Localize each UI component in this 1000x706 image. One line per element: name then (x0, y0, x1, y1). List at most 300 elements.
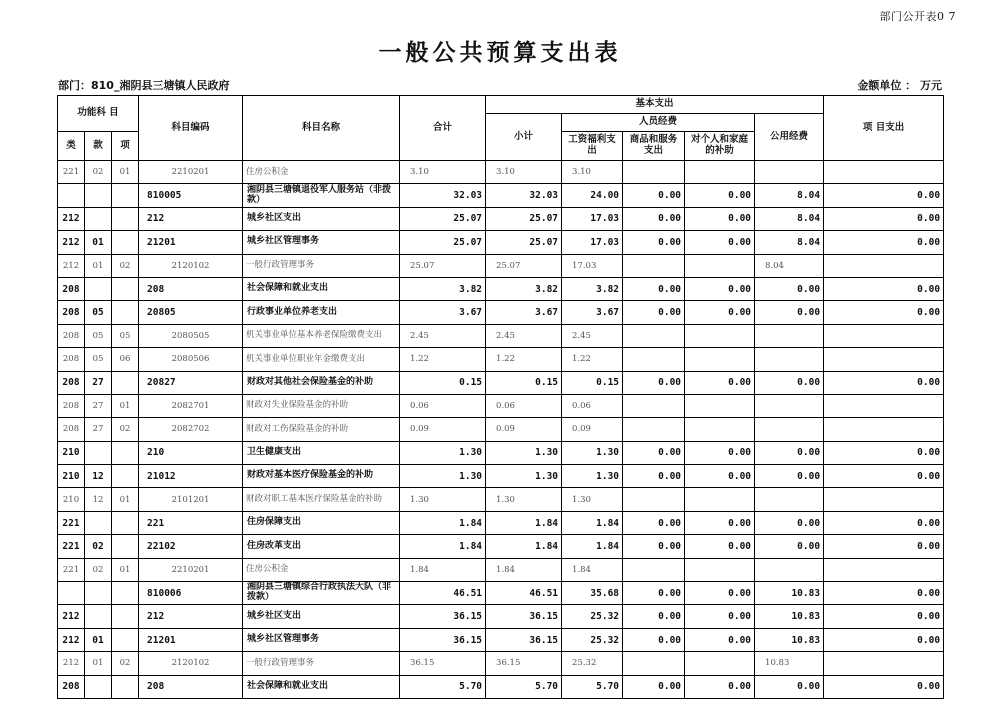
cell-code: 2080506 (139, 348, 243, 371)
cell-salary: 24.00 (562, 184, 623, 207)
cell-goods: 0.00 (623, 628, 685, 651)
cell-project (824, 418, 944, 441)
cell-kuan (85, 605, 112, 628)
cell-subtotal: 3.82 (486, 277, 562, 300)
cell-goods (623, 254, 685, 277)
cell-name: 社会保障和就业支出 (243, 675, 400, 698)
form-number: 部门公开表0 7 (879, 10, 956, 23)
cell-lei: 208 (58, 324, 85, 347)
cell-subtotal: 5.70 (486, 675, 562, 698)
cell-subsidy: 0.00 (685, 277, 755, 300)
cell-name: 财政对工伤保险基金的补助 (243, 418, 400, 441)
header-salary: 工资福利支出 (562, 132, 623, 161)
cell-total: 3.67 (400, 301, 486, 324)
cell-subsidy: 0.00 (685, 371, 755, 394)
cell-name: 社会保障和就业支出 (243, 277, 400, 300)
cell-goods: 0.00 (623, 441, 685, 464)
cell-goods: 0.00 (623, 582, 685, 605)
cell-total: 3.82 (400, 277, 486, 300)
table-row (58, 441, 944, 464)
cell-salary: 17.03 (562, 231, 623, 254)
cell-lei: 208 (58, 418, 85, 441)
cell-kuan (85, 184, 112, 207)
cell-lei: 210 (58, 441, 85, 464)
cell-code: 212 (139, 207, 243, 230)
header-total: 合计 (400, 96, 486, 161)
cell-name: 城乡社区管理事务 (243, 231, 400, 254)
cell-lei: 208 (58, 394, 85, 417)
cell-total: 2.45 (400, 324, 486, 347)
cell-total: 25.07 (400, 207, 486, 230)
table-header (58, 96, 944, 161)
cell-project (824, 558, 944, 581)
table-row (58, 511, 944, 534)
cell-name: 财政对失业保险基金的补助 (243, 394, 400, 417)
cell-salary: 25.32 (562, 605, 623, 628)
cell-salary: 1.84 (562, 558, 623, 581)
cell-public (755, 418, 824, 441)
cell-xiang (112, 535, 139, 558)
cell-name: 财政对职工基本医疗保险基金的补助 (243, 488, 400, 511)
cell-code: 22102 (139, 535, 243, 558)
cell-total: 3.10 (400, 161, 486, 184)
cell-subsidy (685, 161, 755, 184)
cell-lei: 208 (58, 277, 85, 300)
cell-name: 住房公积金 (243, 558, 400, 581)
table-row (58, 652, 944, 675)
cell-salary: 3.10 (562, 161, 623, 184)
cell-code: 2082702 (139, 418, 243, 441)
cell-lei: 208 (58, 348, 85, 371)
cell-subsidy (685, 652, 755, 675)
table-row (58, 394, 944, 417)
budget-table (57, 95, 944, 699)
cell-salary: 0.15 (562, 371, 623, 394)
cell-project: 0.00 (824, 628, 944, 651)
cell-name: 一般行政管理事务 (243, 652, 400, 675)
table-row (58, 207, 944, 230)
cell-subtotal: 32.03 (486, 184, 562, 207)
cell-kuan: 02 (85, 161, 112, 184)
cell-subtotal: 25.07 (486, 207, 562, 230)
cell-kuan (85, 511, 112, 534)
cell-salary: 25.32 (562, 652, 623, 675)
cell-lei: 212 (58, 231, 85, 254)
cell-kuan (85, 207, 112, 230)
table-row (58, 184, 944, 207)
cell-subsidy: 0.00 (685, 535, 755, 558)
cell-subtotal: 0.06 (486, 394, 562, 417)
cell-name: 行政事业单位养老支出 (243, 301, 400, 324)
cell-xiang: 01 (112, 394, 139, 417)
cell-goods: 0.00 (623, 277, 685, 300)
cell-subsidy (685, 418, 755, 441)
cell-name: 城乡社区管理事务 (243, 628, 400, 651)
cell-kuan: 27 (85, 394, 112, 417)
cell-xiang (112, 184, 139, 207)
cell-public (755, 324, 824, 347)
cell-code: 208 (139, 675, 243, 698)
cell-kuan: 01 (85, 628, 112, 651)
cell-subtotal: 3.67 (486, 301, 562, 324)
cell-subsidy: 0.00 (685, 628, 755, 651)
header-func-subject: 功能科 目 (58, 96, 139, 132)
cell-goods (623, 324, 685, 347)
cell-lei: 212 (58, 207, 85, 230)
header-kuan: 款 (85, 132, 112, 161)
cell-total: 5.70 (400, 675, 486, 698)
cell-subsidy: 0.00 (685, 207, 755, 230)
cell-subtotal: 1.30 (486, 441, 562, 464)
cell-salary: 25.32 (562, 628, 623, 651)
header-project: 项 目支出 (824, 96, 944, 161)
cell-salary: 0.06 (562, 394, 623, 417)
cell-name: 卫生健康支出 (243, 441, 400, 464)
cell-xiang (112, 511, 139, 534)
cell-lei (58, 582, 85, 605)
cell-total: 1.84 (400, 535, 486, 558)
cell-public: 8.04 (755, 184, 824, 207)
cell-project: 0.00 (824, 535, 944, 558)
cell-code: 2120102 (139, 254, 243, 277)
header-lei: 类 (58, 132, 85, 161)
cell-subsidy: 0.00 (685, 301, 755, 324)
cell-goods: 0.00 (623, 511, 685, 534)
cell-salary: 1.30 (562, 488, 623, 511)
cell-salary: 17.03 (562, 207, 623, 230)
cell-project (824, 348, 944, 371)
cell-subsidy: 0.00 (685, 441, 755, 464)
cell-public: 0.00 (755, 675, 824, 698)
cell-subtotal: 1.30 (486, 488, 562, 511)
cell-total: 0.06 (400, 394, 486, 417)
cell-goods: 0.00 (623, 184, 685, 207)
cell-goods: 0.00 (623, 371, 685, 394)
cell-subtotal: 3.10 (486, 161, 562, 184)
cell-name: 财政对其他社会保险基金的补助 (243, 371, 400, 394)
cell-code: 21201 (139, 231, 243, 254)
cell-xiang: 02 (112, 254, 139, 277)
table-row (58, 301, 944, 324)
cell-xiang (112, 675, 139, 698)
cell-project: 0.00 (824, 371, 944, 394)
cell-total: 1.22 (400, 348, 486, 371)
cell-goods: 0.00 (623, 535, 685, 558)
cell-name: 财政对基本医疗保险基金的补助 (243, 465, 400, 488)
cell-xiang (112, 465, 139, 488)
cell-subsidy (685, 488, 755, 511)
cell-subtotal: 1.84 (486, 535, 562, 558)
table-row (58, 161, 944, 184)
cell-code: 21012 (139, 465, 243, 488)
cell-xiang: 02 (112, 652, 139, 675)
table-row (58, 418, 944, 441)
cell-name: 城乡社区支出 (243, 207, 400, 230)
cell-public: 8.04 (755, 231, 824, 254)
cell-lei: 212 (58, 628, 85, 651)
cell-public: 0.00 (755, 441, 824, 464)
cell-xiang (112, 277, 139, 300)
cell-name: 湘阴县三塘镇综合行政执法大队（非拨款） (243, 582, 400, 605)
cell-subtotal: 1.22 (486, 348, 562, 371)
cell-xiang (112, 207, 139, 230)
cell-subtotal: 36.15 (486, 652, 562, 675)
cell-name: 机关事业单位职业年金缴费支出 (243, 348, 400, 371)
cell-subsidy: 0.00 (685, 582, 755, 605)
cell-lei: 212 (58, 605, 85, 628)
cell-public (755, 394, 824, 417)
cell-name: 机关事业单位基本养老保险缴费支出 (243, 324, 400, 347)
cell-xiang (112, 231, 139, 254)
cell-code: 2082701 (139, 394, 243, 417)
cell-code: 810006 (139, 582, 243, 605)
cell-goods: 0.00 (623, 301, 685, 324)
cell-public: 8.04 (755, 207, 824, 230)
cell-subsidy: 0.00 (685, 511, 755, 534)
cell-subtotal: 1.30 (486, 465, 562, 488)
cell-xiang: 05 (112, 324, 139, 347)
cell-public: 0.00 (755, 371, 824, 394)
cell-salary: 1.84 (562, 511, 623, 534)
cell-project (824, 394, 944, 417)
cell-code: 2120102 (139, 652, 243, 675)
cell-salary: 0.09 (562, 418, 623, 441)
cell-goods: 0.00 (623, 207, 685, 230)
cell-public: 10.83 (755, 652, 824, 675)
cell-project (824, 254, 944, 277)
cell-salary: 17.03 (562, 254, 623, 277)
cell-xiang: 01 (112, 161, 139, 184)
department-label: 部门：810_湘阴县三塘镇人民政府 (58, 79, 230, 92)
cell-xiang (112, 628, 139, 651)
table-row (58, 558, 944, 581)
header-subject-code: 科目编码 (139, 96, 243, 161)
table-row (58, 675, 944, 698)
header-subject-name: 科目名称 (243, 96, 400, 161)
cell-public: 8.04 (755, 254, 824, 277)
cell-public: 0.00 (755, 277, 824, 300)
cell-subsidy: 0.00 (685, 675, 755, 698)
cell-salary: 2.45 (562, 324, 623, 347)
cell-kuan: 27 (85, 371, 112, 394)
cell-goods (623, 394, 685, 417)
cell-lei: 208 (58, 675, 85, 698)
cell-total: 25.07 (400, 254, 486, 277)
cell-code: 20827 (139, 371, 243, 394)
cell-kuan: 05 (85, 348, 112, 371)
cell-name: 住房公积金 (243, 161, 400, 184)
table-row (58, 628, 944, 651)
cell-public: 0.00 (755, 465, 824, 488)
unit-label: 金额单位 ： 万元 (857, 79, 942, 92)
header-personnel: 人员经费 (562, 114, 755, 132)
table-row (58, 277, 944, 300)
cell-public: 0.00 (755, 535, 824, 558)
cell-subtotal: 25.07 (486, 254, 562, 277)
cell-xiang (112, 441, 139, 464)
header-subsidy: 对个人和家庭的补助 (685, 132, 755, 161)
cell-lei: 208 (58, 301, 85, 324)
cell-kuan (85, 441, 112, 464)
cell-goods: 0.00 (623, 465, 685, 488)
cell-goods (623, 558, 685, 581)
cell-salary: 5.70 (562, 675, 623, 698)
table-row (58, 324, 944, 347)
header-xiang: 项 (112, 132, 139, 161)
cell-project (824, 324, 944, 347)
cell-goods (623, 161, 685, 184)
cell-project: 0.00 (824, 184, 944, 207)
cell-project (824, 488, 944, 511)
cell-lei: 221 (58, 535, 85, 558)
cell-code: 221 (139, 511, 243, 534)
cell-total: 0.15 (400, 371, 486, 394)
cell-subsidy (685, 558, 755, 581)
cell-subsidy: 0.00 (685, 465, 755, 488)
cell-kuan: 05 (85, 301, 112, 324)
cell-subsidy (685, 348, 755, 371)
cell-total: 36.15 (400, 628, 486, 651)
cell-project: 0.00 (824, 582, 944, 605)
cell-kuan (85, 277, 112, 300)
cell-goods: 0.00 (623, 231, 685, 254)
cell-subsidy (685, 394, 755, 417)
cell-project: 0.00 (824, 675, 944, 698)
cell-public: 0.00 (755, 301, 824, 324)
cell-public (755, 558, 824, 581)
cell-subsidy (685, 324, 755, 347)
cell-total: 1.30 (400, 441, 486, 464)
table-row (58, 254, 944, 277)
cell-salary: 1.30 (562, 441, 623, 464)
table-row (58, 582, 944, 605)
cell-code: 20805 (139, 301, 243, 324)
cell-kuan: 02 (85, 535, 112, 558)
cell-kuan: 05 (85, 324, 112, 347)
cell-name: 城乡社区支出 (243, 605, 400, 628)
cell-subtotal: 2.45 (486, 324, 562, 347)
table-row (58, 488, 944, 511)
cell-project: 0.00 (824, 301, 944, 324)
cell-subtotal: 46.51 (486, 582, 562, 605)
cell-public (755, 161, 824, 184)
header-basic: 基本支出 (486, 96, 824, 114)
cell-kuan: 27 (85, 418, 112, 441)
cell-subtotal: 36.15 (486, 605, 562, 628)
cell-kuan: 12 (85, 488, 112, 511)
cell-total: 32.03 (400, 184, 486, 207)
cell-total: 1.84 (400, 511, 486, 534)
cell-project: 0.00 (824, 465, 944, 488)
cell-kuan (85, 582, 112, 605)
table-row (58, 465, 944, 488)
table-row (58, 231, 944, 254)
cell-public: 10.83 (755, 582, 824, 605)
cell-total: 1.30 (400, 465, 486, 488)
cell-lei: 210 (58, 488, 85, 511)
cell-code: 2210201 (139, 558, 243, 581)
cell-project: 0.00 (824, 511, 944, 534)
cell-public: 10.83 (755, 605, 824, 628)
cell-lei: 210 (58, 465, 85, 488)
cell-goods (623, 652, 685, 675)
cell-total: 1.30 (400, 488, 486, 511)
cell-xiang: 01 (112, 558, 139, 581)
cell-subsidy (685, 254, 755, 277)
cell-salary: 1.84 (562, 535, 623, 558)
cell-code: 810005 (139, 184, 243, 207)
cell-subsidy: 0.00 (685, 605, 755, 628)
cell-goods (623, 488, 685, 511)
cell-subtotal: 0.09 (486, 418, 562, 441)
cell-code: 21201 (139, 628, 243, 651)
header-subtotal: 小计 (486, 114, 562, 161)
cell-lei: 212 (58, 652, 85, 675)
cell-kuan: 01 (85, 652, 112, 675)
cell-lei: 208 (58, 371, 85, 394)
header-goods: 商品和服务支出 (623, 132, 685, 161)
cell-project (824, 161, 944, 184)
cell-subsidy: 0.00 (685, 184, 755, 207)
cell-subtotal: 1.84 (486, 511, 562, 534)
cell-name: 住房改革支出 (243, 535, 400, 558)
cell-xiang: 02 (112, 418, 139, 441)
cell-public (755, 348, 824, 371)
cell-lei: 221 (58, 511, 85, 534)
cell-project: 0.00 (824, 441, 944, 464)
cell-total: 36.15 (400, 605, 486, 628)
cell-name: 湘阴县三塘镇退役军人服务站（非拨款） (243, 184, 400, 207)
cell-project (824, 652, 944, 675)
cell-project: 0.00 (824, 231, 944, 254)
cell-subtotal: 25.07 (486, 231, 562, 254)
cell-total: 36.15 (400, 652, 486, 675)
cell-total: 1.84 (400, 558, 486, 581)
cell-xiang (112, 582, 139, 605)
cell-goods (623, 418, 685, 441)
cell-total: 0.09 (400, 418, 486, 441)
header-public: 公用经费 (755, 114, 824, 161)
cell-salary: 1.30 (562, 465, 623, 488)
cell-lei: 221 (58, 558, 85, 581)
cell-salary: 35.68 (562, 582, 623, 605)
table-row (58, 605, 944, 628)
cell-xiang: 06 (112, 348, 139, 371)
cell-kuan: 12 (85, 465, 112, 488)
cell-kuan (85, 675, 112, 698)
cell-xiang (112, 605, 139, 628)
cell-code: 2080505 (139, 324, 243, 347)
page-title: 一般公共预算支出表 (378, 39, 622, 66)
cell-public (755, 488, 824, 511)
cell-lei (58, 184, 85, 207)
cell-project: 0.00 (824, 207, 944, 230)
cell-kuan: 02 (85, 558, 112, 581)
cell-public: 10.83 (755, 628, 824, 651)
cell-code: 210 (139, 441, 243, 464)
cell-code: 2101201 (139, 488, 243, 511)
cell-xiang (112, 371, 139, 394)
cell-subtotal: 0.15 (486, 371, 562, 394)
table-row (58, 348, 944, 371)
cell-total: 25.07 (400, 231, 486, 254)
table-body (58, 161, 944, 699)
cell-subtotal: 36.15 (486, 628, 562, 651)
cell-salary: 3.67 (562, 301, 623, 324)
cell-salary: 3.82 (562, 277, 623, 300)
cell-xiang: 01 (112, 488, 139, 511)
cell-goods: 0.00 (623, 675, 685, 698)
